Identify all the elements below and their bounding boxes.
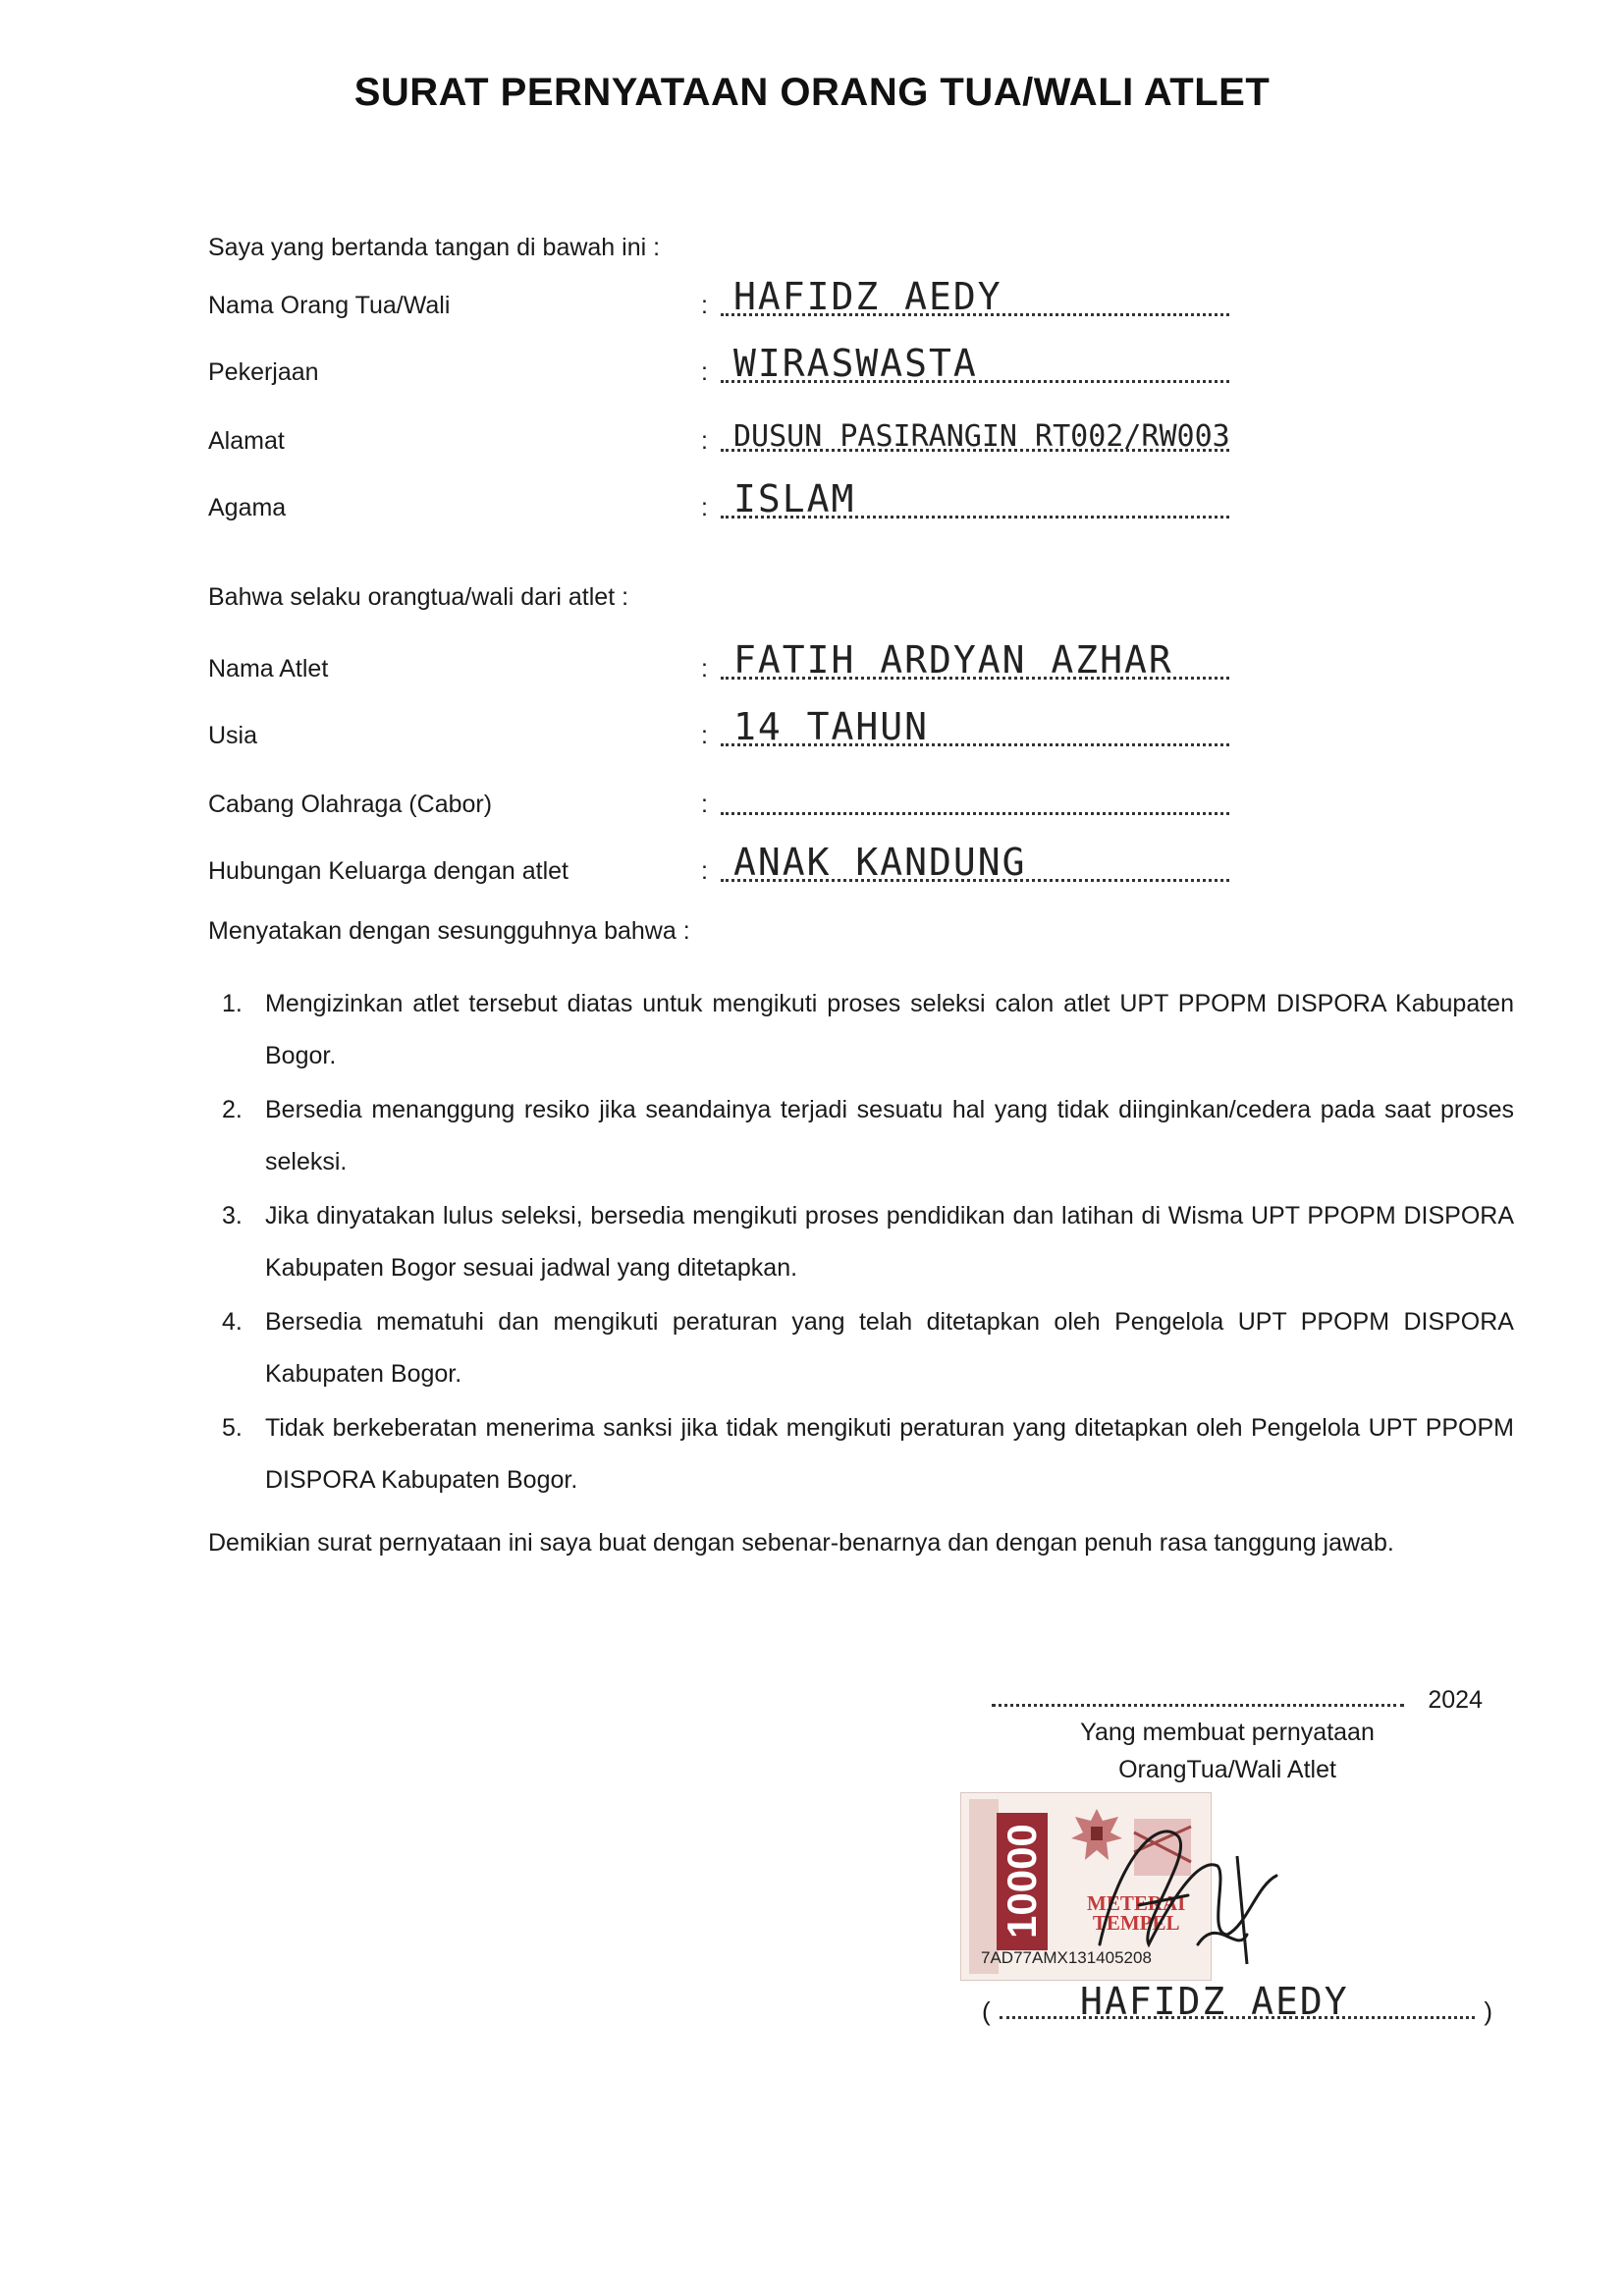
handwritten-value: WIRASWASTA [733, 342, 978, 385]
field-colon: : [701, 655, 708, 683]
signature-name-line [982, 1982, 1492, 2029]
field-row-parent-name [208, 273, 1229, 324]
close-paren: ) [1484, 1996, 1492, 2026]
list-number: 2. [222, 1096, 243, 1123]
field-row-athlete-name [208, 636, 1229, 687]
handwritten-value: FATIH ARDYAN AZHAR [733, 638, 1173, 682]
closing-paragraph: Demikian surat pernyataan ini saya buat dengan sebenar-benarnya dan dengan penuh rasa tanggung jawab. [208, 1529, 1394, 1557]
list-number: 3. [222, 1202, 243, 1230]
handwritten-value: ISLAM [733, 477, 856, 520]
field-row-religion [208, 475, 1229, 526]
athlete-intro-text: Bahwa selaku orangtua/wali dari atlet : [208, 583, 629, 611]
field-colon: : [701, 857, 708, 885]
field-colon: : [701, 358, 708, 386]
signature-scribble [1080, 1797, 1296, 1984]
year-text: 2024 [1428, 1686, 1483, 1714]
dotted-line [721, 812, 1229, 815]
signer-name: HAFIDZ AEDY [1080, 1980, 1349, 2023]
handwritten-value: 14 TAHUN [733, 705, 930, 748]
statement-list [208, 978, 1514, 1508]
date-line [992, 1677, 1483, 1717]
field-colon: : [701, 494, 708, 521]
field-row-age [208, 703, 1229, 754]
list-number: 5. [222, 1414, 243, 1442]
list-text: Bersedia mematuhi dan mengikuti peraturan yang telah ditetapkan oleh Pengelola UPT PPOPM DISPORA Kabupaten Bogor. [265, 1308, 1514, 1388]
open-paren: ( [982, 1996, 991, 2026]
dotted-line [992, 1704, 1404, 1707]
field-colon: : [701, 722, 708, 749]
list-text: Bersedia menanggung resiko jika seandainya terjadi sesuatu hal yang tidak diinginkan/cedera pada saat proses seleksi. [265, 1096, 1514, 1175]
list-text: Tidak berkeberatan menerima sanksi jika tidak mengikuti peraturan yang ditetapkan oleh Pengelola UPT PPOPM DISPORA Kabupaten Bogor. [265, 1414, 1514, 1494]
list-text: Jika dinyatakan lulus seleksi, bersedia mengikuti proses pendidikan dan latihan di Wisma UPT PPOPM DISPORA Kabupaten Bogor sesuai jadwal yang ditetapkan. [265, 1202, 1514, 1282]
statement-intro-text: Menyatakan dengan sesungguhnya bahwa : [208, 917, 690, 945]
list-text: Mengizinkan atlet tersebut diatas untuk mengikuti proses seleksi calon atlet UPT PPOPM DISPORA Kabupaten Bogor. [265, 990, 1514, 1069]
field-row-occupation [208, 340, 1229, 391]
stamp-value: 10000 [997, 1813, 1048, 1950]
list-item [208, 1296, 1514, 1400]
list-item [208, 978, 1514, 1082]
field-label: Alamat [208, 427, 285, 455]
field-label: Cabang Olahraga (Cabor) [208, 791, 493, 818]
list-item [208, 1084, 1514, 1188]
intro-text: Saya yang bertanda tangan di bawah ini : [208, 234, 661, 261]
field-label: Nama Orang Tua/Wali [208, 292, 451, 319]
field-colon: : [701, 427, 708, 455]
field-row-address [208, 409, 1229, 460]
field-colon: : [701, 791, 708, 818]
signature-caption-1: Yang membuat pernyataan [1080, 1719, 1375, 1746]
field-row-sport [208, 772, 1229, 823]
list-number: 4. [222, 1308, 243, 1336]
list-item [208, 1402, 1514, 1506]
field-label: Agama [208, 494, 287, 521]
handwritten-value: HAFIDZ AEDY [733, 275, 1002, 318]
stamp-label-2: TEMPEL [1092, 1911, 1180, 1935]
list-number: 1. [222, 990, 243, 1017]
handwritten-value: ANAK KANDUNG [733, 841, 1027, 884]
field-label: Usia [208, 722, 258, 749]
stamp-label-1: METERAI [1087, 1891, 1186, 1915]
signature-caption-2: OrangTua/Wali Atlet [1118, 1756, 1336, 1783]
field-label: Nama Atlet [208, 655, 329, 683]
field-label: Hubungan Keluarga dengan atlet [208, 857, 568, 885]
document-title: SURAT PERNYATAAN ORANG TUA/WALI ATLET [353, 71, 1271, 114]
handwritten-value: DUSUN PASIRANGIN RT002/RW003 [733, 419, 1230, 454]
field-row-relationship [208, 839, 1229, 890]
field-label: Pekerjaan [208, 358, 319, 386]
field-colon: : [701, 292, 708, 319]
stamp-serial: 7AD77AMX131405208 [981, 1948, 1152, 1967]
list-item [208, 1190, 1514, 1294]
